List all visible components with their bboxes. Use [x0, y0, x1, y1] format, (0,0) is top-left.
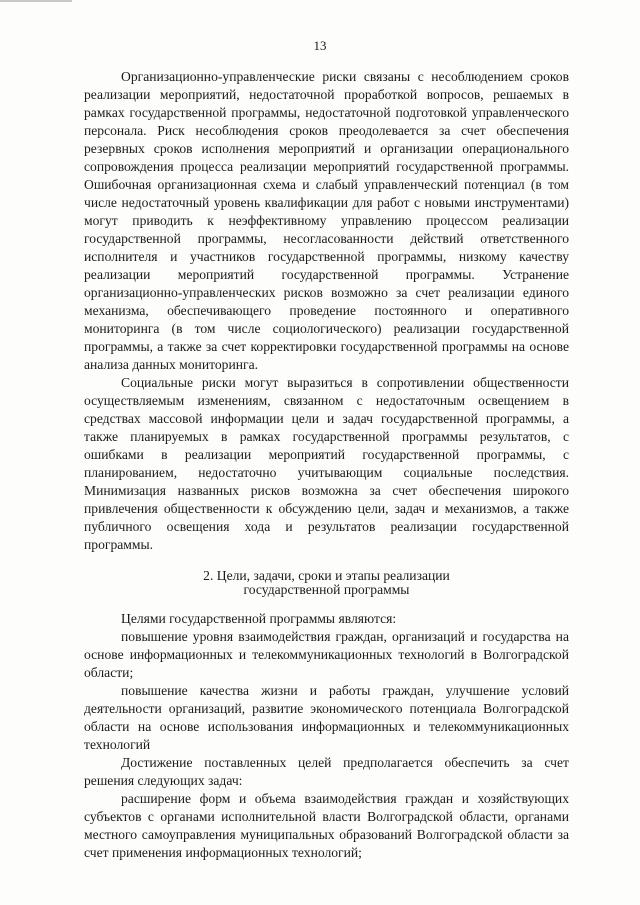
paragraph-goal-2: повышение качества жизни и работы граждан, улучшение условий деятельности организаций, развитие экономического потенциала Волгоградской области на основе использования информационных и телекоммуникационных технологий — [84, 683, 569, 752]
document-body — [84, 68, 569, 862]
paragraph-goal-1: повышение уровня взаимодействия граждан, организаций и государства на основе информационных и телекоммуникационных технологий в Волгоградской области; — [84, 629, 569, 680]
section-heading-line-2: государственной программы — [243, 582, 410, 597]
paragraph-social-risks: Социальные риски могут выразиться в сопротивлении общественности осуществляемым изменениям, связанном с недостаточным освещением в средствах массовой информации цели и задач государственной программы, а также планируемых в рамках государственной программы результатов, с ошибками в реализации мероприятий государственной программы, с планированием, недостаточно учитывающим социальные последствия. Минимизация названных рисков возможна за счет обеспечения широкого привлечения общественности к обсуждению цели, задач и механизмов, а также публичного освещения хода и результатов реализации государственной программы. — [84, 375, 569, 552]
paragraph-tasks-intro: Достижение поставленных целей предполагается обеспечить за счет решения следующих задач: — [84, 755, 569, 788]
section-heading — [84, 569, 569, 597]
paragraph-task-1: расширение форм и объема взаимодействия граждан и хозяйствующих субъектов с органами исполнительной власти Волгоградской области, органами местного самоуправления муниципальных образований Волгоградской области за счет применения информационных технологий; — [84, 791, 569, 860]
section-heading-line-1: 2. Цели, задачи, сроки и этапы реализации — [203, 568, 450, 583]
page-number: 13 — [313, 38, 327, 53]
scan-edge-mark — [0, 0, 72, 2]
paragraph-goals-intro: Целями государственной программы являются: — [121, 611, 397, 626]
paragraph-organizational-risks: Организационно-управленческие риски связаны с несоблюдением сроков реализации мероприятий, недостаточной проработкой вопросов, решаемых в рамках государственной программы, недостаточной подготовкой управленческого персонала. Риск несоблюдения сроков преодолевается за счет обеспечения резервных сроков исполнения мероприятий и организации операционального сопровождения процесса реализации мероприятий государственной программы. Ошибочная организационная схема и слабый управленческий потенциал (в том числе недостаточный уровень квалификации для работ с новыми инструментами) могут приводить к неэффективному управлению процессом реализации государственной программы, несогласованности действий ответственного исполнителя и участников государственной программы, низкому качеству реализации мероприятий государственной программы. Устранение организационно-управленческих рисков возможно за счет реализации единого механизма, обеспечивающего проведение постоянного и оперативного мониторинга (в том числе социологического) реализации государственной программы, а также за счет корректировки государственной программы на основе анализа данных мониторинга. — [84, 69, 569, 372]
